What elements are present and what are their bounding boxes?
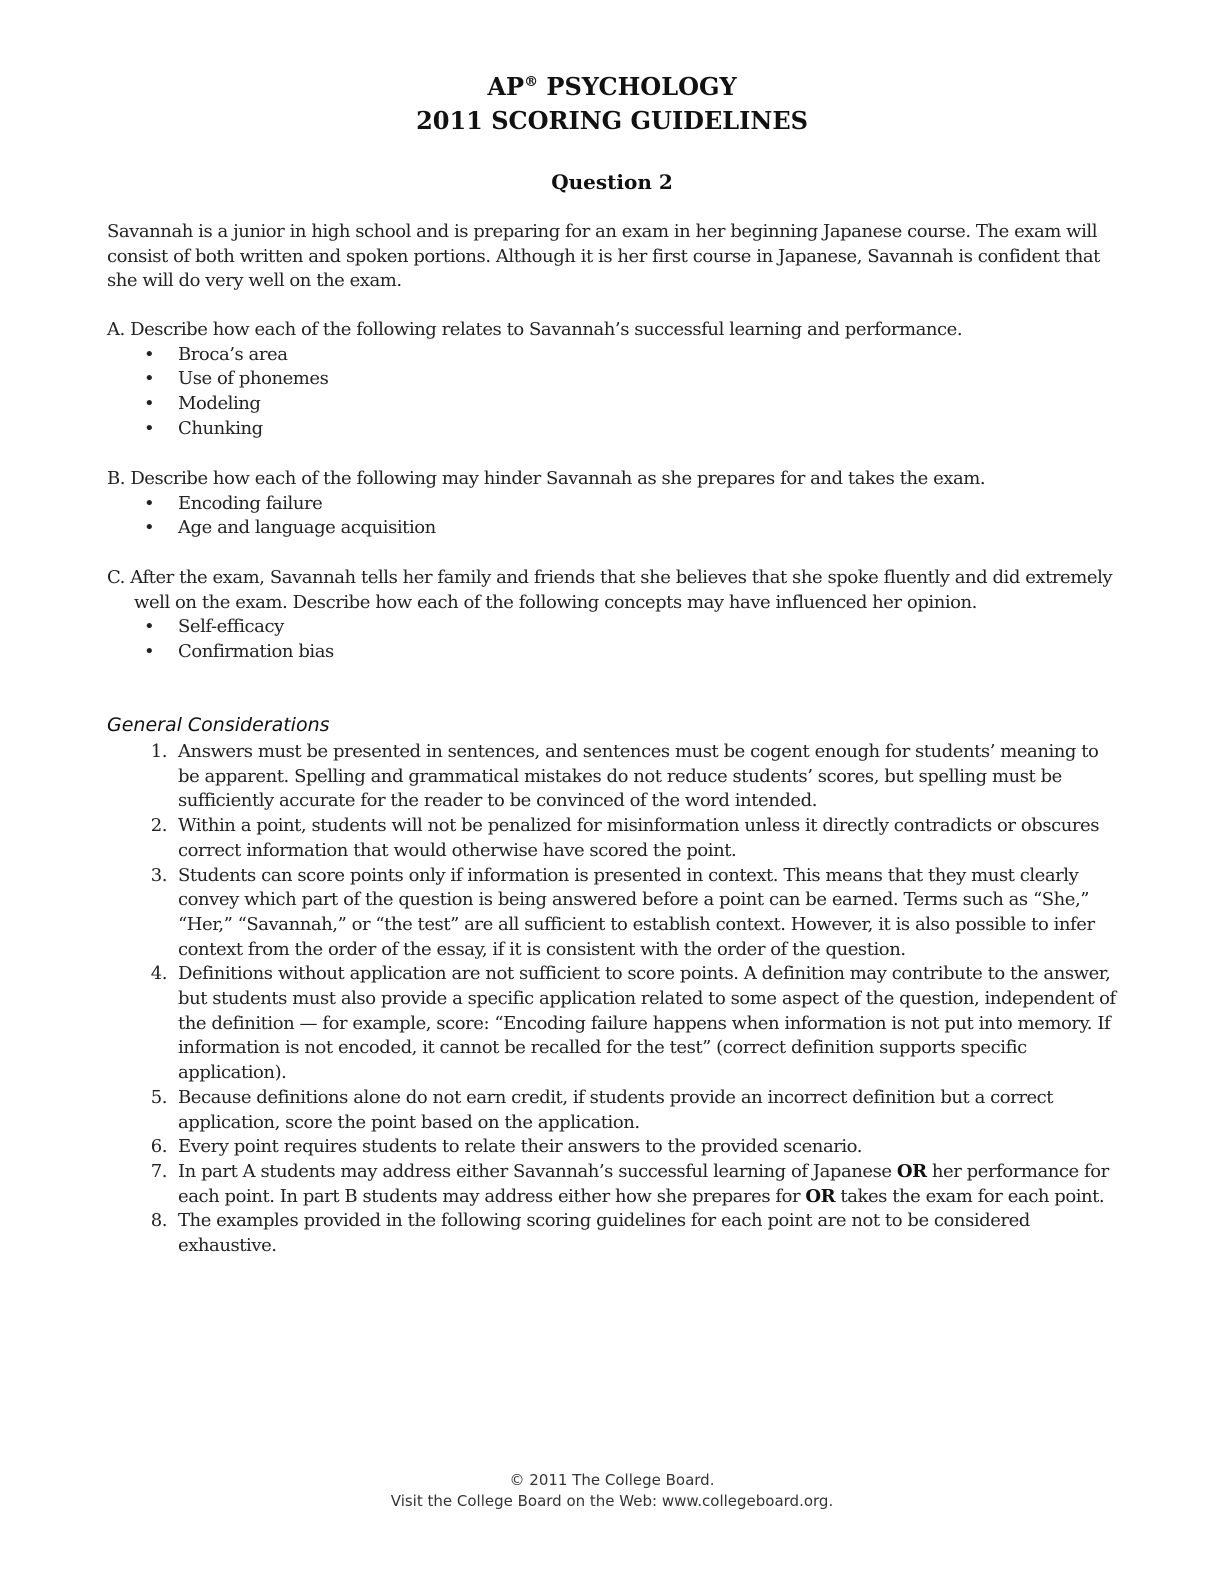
- bullet-icon: •: [144, 393, 155, 415]
- list-item: 5. Because definitions alone do not earn credit, if students provide an incorrect definition but a correct application, score the point based on the application.: [150, 1086, 1054, 1133]
- list-item: • Use of phonemes: [107, 367, 1117, 392]
- bullet-icon: •: [144, 641, 155, 663]
- list-item: • Broca’s area: [107, 343, 1117, 368]
- list-item: • Confirmation bias: [107, 640, 1117, 665]
- list-item: • Modeling: [107, 392, 1117, 417]
- list-item: • Self-efficacy: [107, 615, 1117, 640]
- part-c-prompt: C. After the exam, Savannah tells her family and friends that she believes that she spoke fluently and did extremely well on the exam. Describe how each of the following concepts may have influenced her opinion.: [107, 567, 1113, 613]
- part-c-list: [107, 615, 1117, 664]
- part-b-prompt: B. Describe how each of the following may hinder Savannah as she prepares for and takes the exam.: [107, 468, 986, 489]
- document-title-line1: AP® PSYCHOLOGY: [487, 72, 737, 101]
- part-a-list: [107, 343, 1117, 442]
- list-item: 3. Students can score points only if information is presented in context. This means that they must clearly convey which part of the question is being answered before a point can be earned. Terms such as “She,” “Her,” “Savannah,” or “the test” are all sufficient to establish context. However, it is also possible to infer context from the order of the essay, if it is consistent with the order of the question.: [150, 864, 1095, 960]
- considerations-list: [107, 740, 1117, 1259]
- list-item: 2. Within a point, students will not be penalized for misinformation unless it directly contradicts or obscures correct information that would otherwise have scored the point.: [150, 815, 1100, 861]
- part-a-prompt: A. Describe how each of the following relates to Savannah’s successful learning and performance.: [107, 319, 963, 340]
- list-item: • Age and language acquisition: [107, 516, 1117, 541]
- bullet-icon: •: [144, 343, 155, 365]
- part-c: [107, 566, 1117, 665]
- footer-website: Visit the College Board on the Web: www.collegeboard.org.: [390, 1492, 834, 1510]
- list-item: 7. In part A students may address either Savannah’s successful learning of Japanese OR her performance for each point. In part B students may address either how she prepares for OR takes the exam for each point.: [150, 1160, 1109, 1207]
- list-item: 6. Every point requires students to relate their answers to the provided scenario.: [150, 1136, 863, 1158]
- document-title-line2: 2011 SCORING GUIDELINES: [416, 106, 808, 135]
- question-intro: Savannah is a junior in high school and is preparing for an exam in her beginning Japanese course. The exam will consist of both written and spoken portions. Although it is her first course in Japanese, Savannah is confident that she will do very well on the exam.: [107, 221, 1100, 292]
- list-item: 1. Answers must be presented in sentences, and sentences must be cogent enough for students’ meaning to be apparent. Spelling and grammatical mistakes do not reduce students’ scores, but spelling must be sufficiently accurate for the reader to be convinced of the word intended.: [150, 741, 1099, 812]
- part-b: [107, 467, 1117, 541]
- considerations-section: [107, 740, 1117, 1259]
- bullet-icon: •: [144, 368, 155, 390]
- registered-mark: ®: [524, 74, 539, 90]
- bullet-icon: •: [144, 616, 155, 638]
- bullet-icon: •: [144, 417, 155, 439]
- question-title: Question 2: [551, 170, 673, 194]
- bullet-icon: •: [144, 517, 155, 539]
- bullet-icon: •: [144, 492, 155, 514]
- list-item: • Chunking: [107, 417, 1117, 442]
- list-item: 8. The examples provided in the following scoring guidelines for each point are not to be considered exhaustive.: [150, 1210, 1030, 1257]
- part-b-list: [107, 492, 1117, 541]
- part-a: [107, 318, 1117, 442]
- list-item: • Encoding failure: [107, 492, 1117, 517]
- footer-copyright: © 2011 The College Board.: [509, 1471, 715, 1489]
- list-item: 4. Definitions without application are not sufficient to score points. A definition may contribute to the answer, but students must also provide a specific application related to some aspect of the question, independent of the definition — for example, score: “Encoding failure happens when information is not put into memory. If information is not encoded, it cannot be recalled for the test” (correct definition supports specific application).: [150, 963, 1116, 1084]
- considerations-heading: General Considerations: [107, 714, 330, 736]
